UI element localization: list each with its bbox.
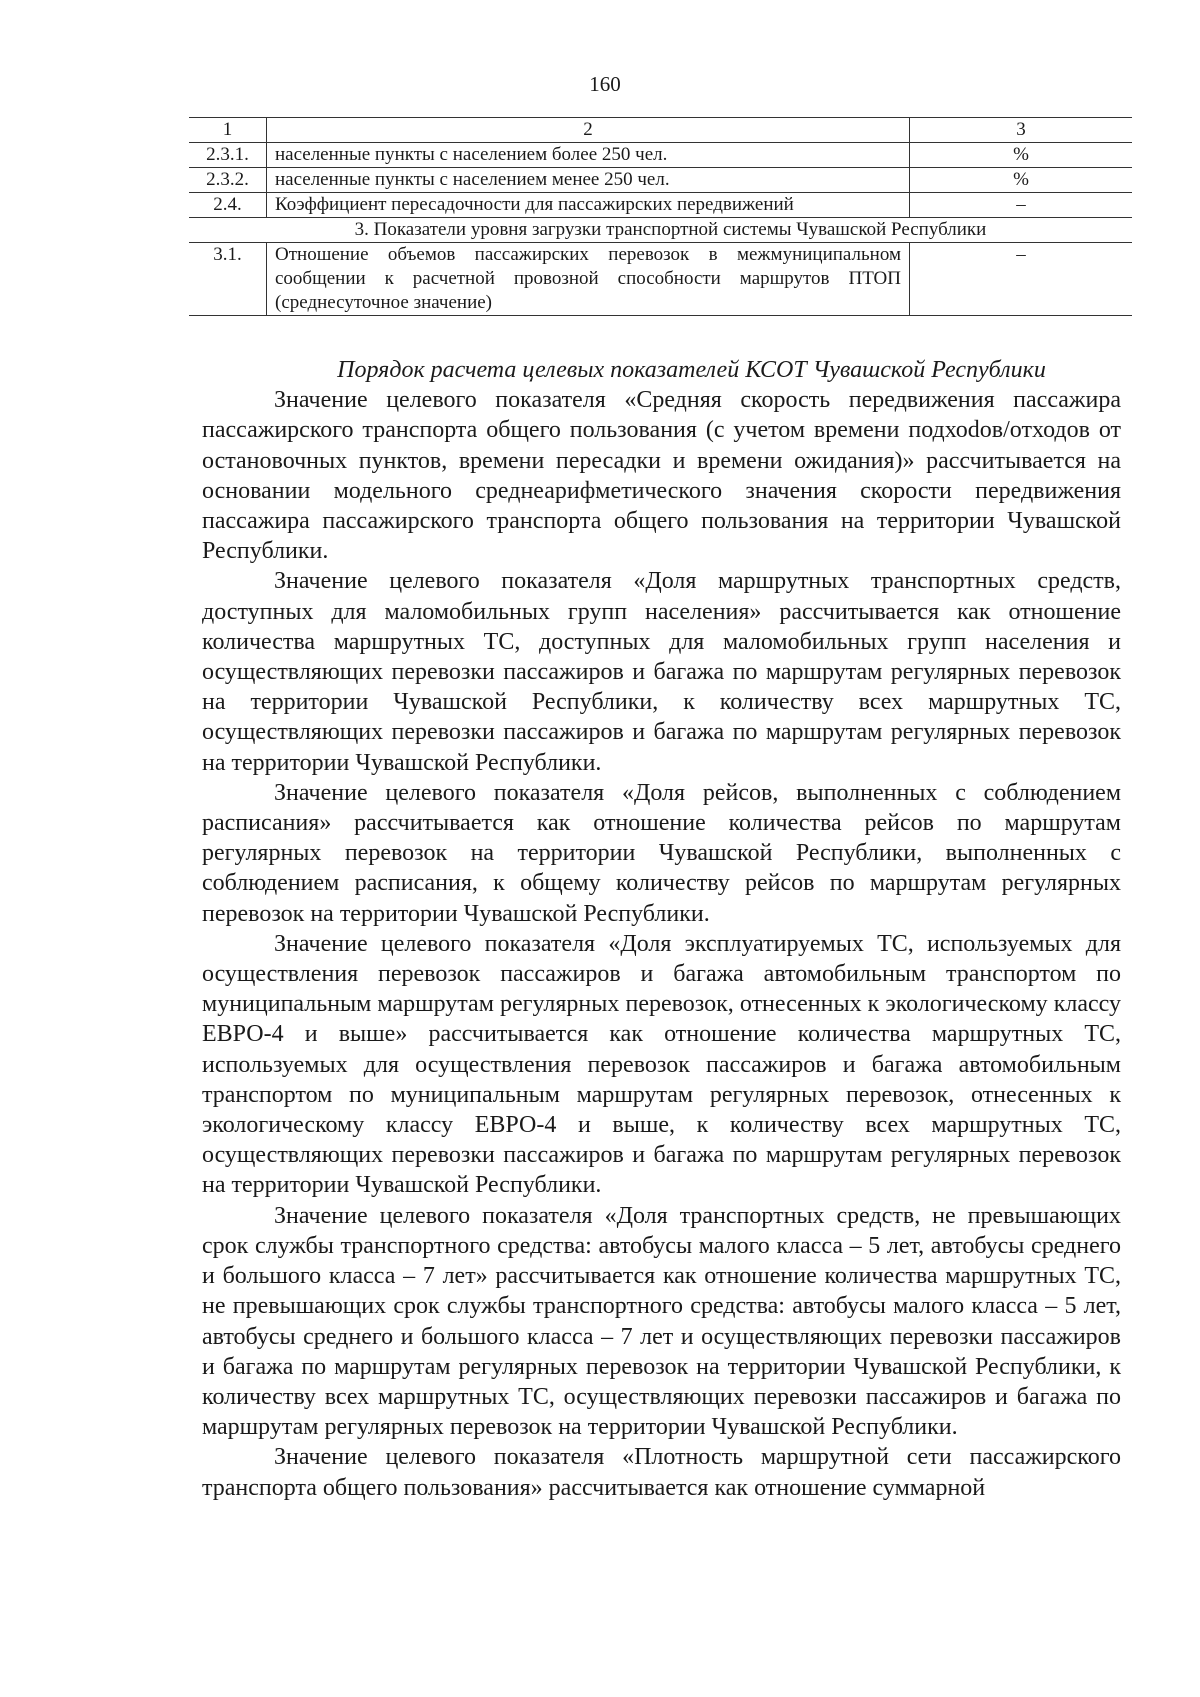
column-header-2: 2 <box>267 118 910 143</box>
row-description: Коэффициент пересадочности для пассажирских передвижений <box>267 193 910 218</box>
paragraph: Значение целевого показателя «Доля маршрутных транспортных средств, доступных для маломобильных групп населения» рассчитывается как отношение количества маршрутных ТС, доступных для маломобильных групп населения и осуществляющих перевозки пассажиров и багажа по маршрутам регулярных перевозок на территории Чувашской Республики, к количеству всех маршрутных ТС, осуществляющих перевозки пассажиров и багажа по маршрутам регулярных перевозок на территории Чувашской Республики. <box>202 568 1121 776</box>
indicators-table <box>189 117 1132 316</box>
page-number: 160 <box>589 72 621 96</box>
row-unit: % <box>910 168 1133 193</box>
column-header-3: 3 <box>910 118 1133 143</box>
row-unit: – <box>910 193 1133 218</box>
row-description: Отношение объемов пассажирских перевозок в межмуниципальном сообщении к расчетной провозной способности маршрутов ПТОП (среднесуточное значение) <box>267 243 910 316</box>
row-unit: % <box>910 143 1133 168</box>
table-row <box>189 143 1132 168</box>
table-header-row <box>189 118 1132 143</box>
row-number: 2.3.2. <box>189 168 267 193</box>
table-row <box>189 243 1132 316</box>
paragraph: Значение целевого показателя «Средняя скорость передвижения пассажира пассажирского транспорта общего пользования (с учетом времени подхоdов/отходов от остановочных пунктов, времени пересадки и времени ожидания)» рассчитывается на основании модельного среднеарифметического значения скорости передвижения пассажира пассажирского транспорта общего пользования на территории Чувашской Республики. <box>202 387 1121 565</box>
table-row <box>189 193 1132 218</box>
row-description: населенные пункты с населением менее 250 чел. <box>267 168 910 193</box>
row-number: 3.1. <box>189 243 267 316</box>
table-section-row <box>189 218 1132 243</box>
row-number: 2.4. <box>189 193 267 218</box>
section-title: 3. Показатели уровня загрузки транспортной системы Чувашской Республики <box>189 218 1132 243</box>
row-unit: – <box>910 243 1133 316</box>
table-row <box>189 168 1132 193</box>
row-description: населенные пункты с населением более 250 чел. <box>267 143 910 168</box>
paragraph: Значение целевого показателя «Плотность маршрутной сети пассажирского транспорта общего пользования» рассчитывается как отношение суммарной <box>202 1444 1121 1501</box>
row-number: 2.3.1. <box>189 143 267 168</box>
section-subheading: Порядок расчета целевых показателей КСОТ Чувашской Республики <box>337 357 1046 383</box>
paragraph: Значение целевого показателя «Доля рейсов, выполненных с соблюдением расписания» рассчитывается как отношение количества рейсов по маршрутам регулярных перевозок на территории Чувашской Республики, выполненных с соблюдением расписания, к общему количеству рейсов по маршрутам регулярных перевозок на территории Чувашской Республики. <box>202 779 1121 927</box>
column-header-1: 1 <box>189 118 267 143</box>
paragraph: Значение целевого показателя «Доля транспортных средств, не превышающих срок службы транспортного средства: автобусы малого класса – 5 лет, автобусы среднего и большого класса – 7 лет» рассчитывается как отношение количества маршрутных ТС, не превышающих срок службы транспортного средства: автобусы малого класса – 5 лет, автобусы среднего и большого класса – 7 лет и осуществляющих перевозки пассажиров и багажа по маршрутам регулярных перевозок на территории Чувашской Республики, к количеству всех маршрутных ТС, осуществляющих перевозки пассажиров и багажа по маршрутам регулярных перевозок на территории Чувашской Республики. <box>202 1202 1121 1441</box>
paragraph: Значение целевого показателя «Доля эксплуатируемых ТС, используемых для осуществления перевозок пассажиров и багажа автомобильным транспортом по муниципальным маршрутам регулярных перевозок, отнесенных к экологическому классу ЕВРО-4 и выше» рассчитывается как отношение количества маршрутных ТС, используемых для осуществления перевозок пассажиров и багажа автомобильным транспортом по муниципальным маршрутам регулярных перевозок, отнесенных к экологическому классу ЕВРО-4 и выше, к количеству всех маршрутных ТС, осуществляющих перевозки пассажиров и багажа по маршрутам регулярных перевозок на территории Чувашской Республики. <box>202 930 1121 1199</box>
document-body <box>202 355 1121 1503</box>
